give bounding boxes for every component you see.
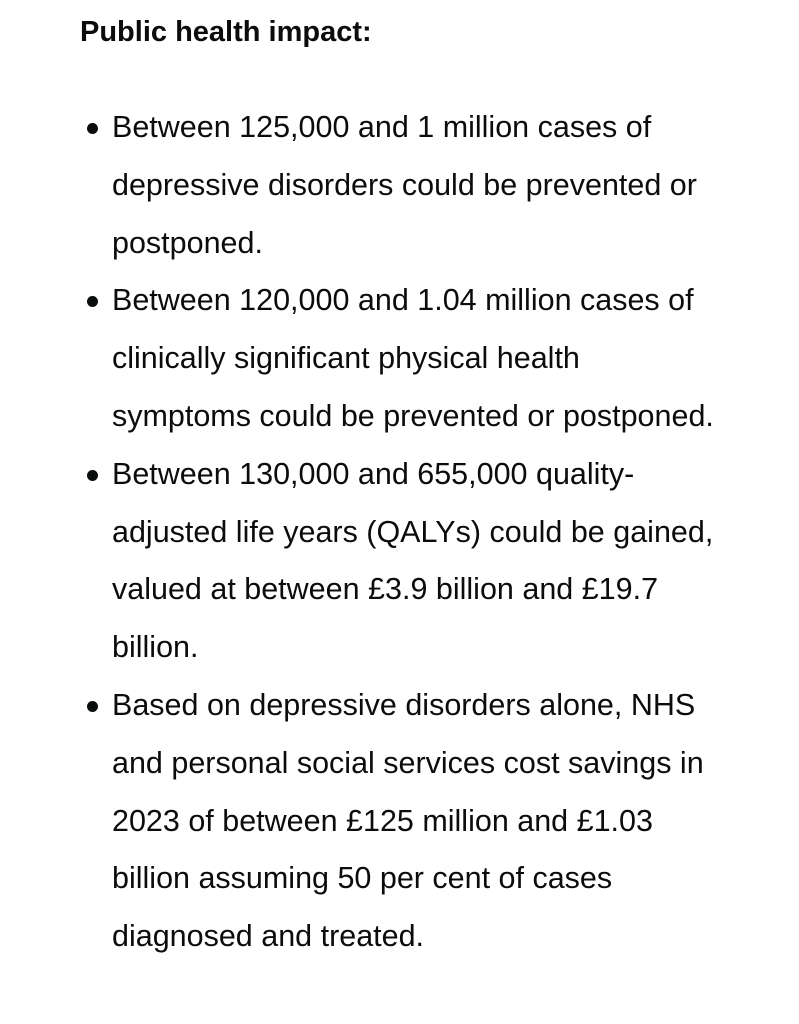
list-item bbox=[80, 446, 720, 677]
bullet-icon bbox=[87, 470, 98, 481]
bullet-text: Between 130,000 and 655,000 quality-adjusted life years (QALYs) could be gained, valued at between £3.9 billion and £19.7 billion. bbox=[112, 456, 714, 665]
impact-bullet-list bbox=[80, 99, 720, 966]
list-item bbox=[80, 677, 720, 966]
bullet-text: Based on depressive disorders alone, NHS and personal social services cost savings in 2023 of between £125 million and £1.03 billion assuming 50 per cent of cases diagnosed and treated. bbox=[112, 687, 704, 954]
bullet-text: Between 120,000 and 1.04 million cases of clinically significant physical health symptoms could be prevented or postponed. bbox=[112, 283, 714, 433]
list-item bbox=[80, 99, 720, 272]
bullet-icon bbox=[87, 296, 98, 307]
bullet-text: Between 125,000 and 1 million cases of depressive disorders could be prevented or postponed. bbox=[112, 110, 697, 260]
bullet-icon bbox=[87, 701, 98, 712]
list-item bbox=[80, 272, 720, 445]
section-heading: Public health impact: bbox=[80, 16, 372, 48]
public-health-impact-section bbox=[80, 10, 760, 954]
bullet-icon bbox=[87, 123, 98, 134]
